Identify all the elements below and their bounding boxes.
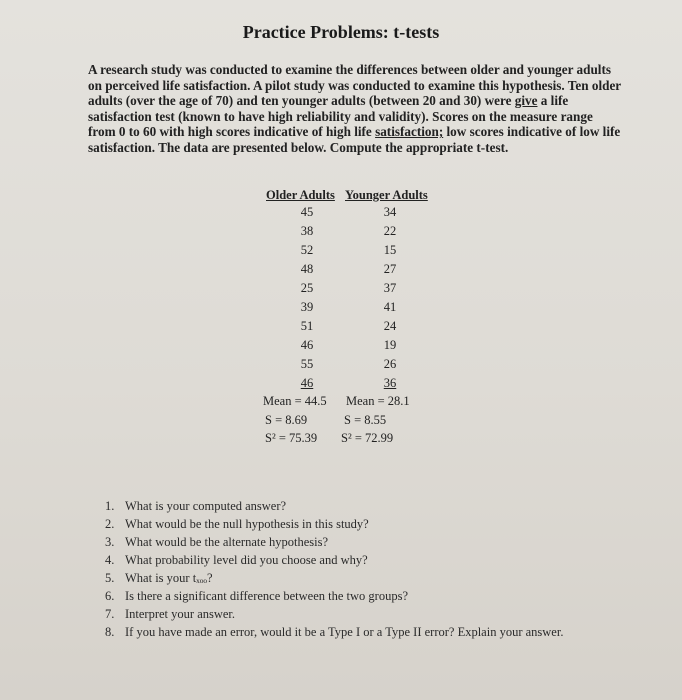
table-cell-younger: 41 [383,300,397,314]
question-item [105,515,585,533]
table-cell-older: 45 [300,205,314,219]
table-cell-younger: 27 [383,262,397,276]
question-text: What is your tₓₒₒ? [125,571,213,585]
table-cell-older: 46 [300,376,314,390]
question-number: 1. [105,499,115,513]
table-cell-younger: 24 [383,319,397,333]
table-cell-older: 48 [300,262,314,276]
table-cell-older: 52 [300,243,314,257]
intro-text: low scores indicative of low life satisfaction. The data are presented below. Compute the appropriate t-test. [88,124,621,155]
table-cell-younger: 22 [383,224,397,238]
question-text: What would be the null hypothesis in this study? [125,517,369,531]
question-text: What would be the alternate hypothesis? [125,535,329,549]
table-cell-older: 25 [300,281,314,295]
question-item [105,533,585,551]
question-item [105,605,585,623]
table-cell-older: 38 [300,224,314,238]
question-number: 3. [105,535,115,549]
table-cell-younger: 19 [383,338,397,352]
question-text: Is there a significant difference between the two groups? [125,589,408,603]
question-item [105,551,585,569]
page-title: Practice Problems: t-tests [242,22,440,42]
table-cell-older: 46 [300,338,314,352]
intro-paragraph [88,62,623,155]
question-text: If you have made an error, would it be a Type I or a Type II error? Explain your answer. [125,625,564,639]
question-text: Interpret your answer. [125,607,236,621]
intro-underlined-word: satisfaction; [375,124,444,139]
variance-older: S² = 75.39 [265,431,318,445]
column-header-younger: Younger Adults [345,188,428,202]
question-number: 6. [105,589,115,603]
question-text: What probability level did you choose and why? [125,553,368,567]
table-cell-older: 39 [300,300,314,314]
table-cell-older: 55 [300,357,314,371]
question-text: What is your computed answer? [125,499,287,513]
question-number: 7. [105,607,115,621]
table-cell-younger: 34 [383,205,397,219]
question-item [105,587,585,605]
question-number: 4. [105,553,115,567]
table-cell-younger: 36 [383,376,397,390]
intro-text: a life satisfaction test (known to have high reliability and validity). Scores on the measure range from 0 to 60 with high scores indicative of high life [88,93,593,139]
mean-older: Mean = 44.5 [263,394,327,408]
column-header-older: Older Adults [266,188,335,202]
question-item [105,623,585,641]
sd-older: S = 8.69 [265,413,308,427]
question-number: 5. [105,571,115,585]
sd-younger: S = 8.55 [344,413,387,427]
mean-younger: Mean = 28.1 [346,394,410,408]
question-item [105,569,585,587]
intro-text: A research study was conducted to examine the differences between older and younger adults on perceived life satisfaction. A pilot study was conducted to examine this hypothesis. Ten older adults (over the age of 70) and ten younger adults (between 20 and 30) were [88,62,621,108]
table-cell-younger: 37 [383,281,397,295]
variance-younger: S² = 72.99 [341,431,394,445]
table-cell-younger: 26 [383,357,397,371]
question-number: 8. [105,625,115,639]
table-cell-younger: 15 [383,243,397,257]
table-cell-older: 51 [300,319,314,333]
question-item [105,497,585,515]
question-number: 2. [105,517,115,531]
intro-underlined-word: give [514,93,538,108]
question-list [105,497,585,641]
